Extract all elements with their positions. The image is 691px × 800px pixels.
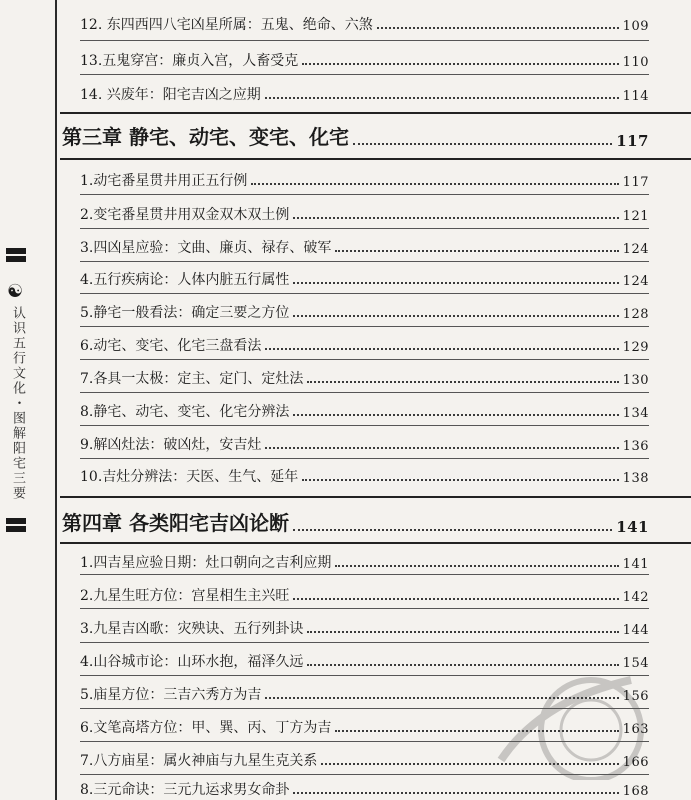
leader-dots (293, 217, 618, 219)
toc-entry[interactable] (80, 579, 649, 605)
toc-entry-title: 12. 东四西四八宅凶星所属：五鬼、绝命、六煞 (80, 17, 373, 33)
toc-entry[interactable] (80, 395, 649, 421)
toc-entry-page: 124 (622, 274, 649, 289)
leader-dots (293, 282, 618, 284)
toc-entry-page: 114 (622, 89, 649, 104)
toc-entry-page: 109 (622, 19, 649, 34)
divider (80, 194, 649, 195)
leader-dots (307, 664, 618, 666)
toc-entry-title: 3.九星吉凶歌：灾殃诀、五行列卦诀 (80, 621, 304, 637)
leader-dots (302, 63, 618, 65)
divider (80, 326, 649, 327)
toc-entry[interactable] (80, 612, 649, 638)
leader-dots (265, 348, 618, 350)
toc-entry-title: 3.四凶星应验：文曲、廉贞、禄存、破军 (80, 240, 332, 256)
divider (80, 293, 649, 294)
leader-dots (265, 697, 618, 699)
toc-entry[interactable] (80, 773, 649, 799)
divider (80, 708, 649, 709)
spine-bar-top (6, 248, 26, 262)
toc-entry-page: 124 (622, 242, 649, 257)
divider (80, 642, 649, 643)
toc-entry[interactable] (80, 8, 649, 34)
chapter-heading[interactable] (62, 124, 649, 150)
divider (80, 675, 649, 676)
toc-entry-title: 6.动宅、变宅、化宅三盘看法 (80, 338, 262, 354)
toc-entry-title: 6.文笔高塔方位：甲、巽、丙、丁方为吉 (80, 720, 332, 736)
toc-entry[interactable] (80, 231, 649, 257)
divider (80, 40, 649, 41)
leader-dots (293, 414, 618, 416)
leader-dots (353, 143, 612, 145)
toc-entry[interactable] (80, 329, 649, 355)
toc-entry[interactable] (80, 44, 649, 70)
divider (80, 741, 649, 742)
toc-entry[interactable] (80, 460, 649, 486)
toc-entry-page: 168 (622, 784, 649, 799)
leader-dots (335, 730, 618, 732)
leader-dots (293, 529, 612, 531)
toc-entry-title: 13.五鬼穿宫：廉贞入宫，人畜受克 (80, 53, 299, 69)
toc-entry[interactable] (80, 428, 649, 454)
toc-entry[interactable] (80, 263, 649, 289)
toc-entry-title: 5.静宅一般看法：确定三要之方位 (80, 305, 290, 321)
toc-entry[interactable] (80, 164, 649, 190)
toc-entry-title: 2.九星生旺方位：宫星相生主兴旺 (80, 588, 290, 604)
spine-bar-bottom (6, 518, 26, 532)
divider (80, 425, 649, 426)
toc-entry-page: 144 (622, 623, 649, 638)
toc-entry-page: 110 (622, 55, 649, 70)
toc-entry[interactable] (80, 296, 649, 322)
chapter-heading[interactable] (62, 510, 649, 536)
leader-dots (335, 565, 618, 567)
leader-dots (293, 315, 618, 317)
chapter-title: 第三章 静宅、动宅、变宅、化宅 (62, 125, 349, 149)
toc-entry-page: 121 (622, 209, 649, 224)
leader-dots (293, 598, 618, 600)
toc-entry-title: 10.吉灶分辨法：天医、生气、延年 (80, 469, 299, 485)
toc-entry-page: 166 (622, 755, 649, 770)
toc-entry-title: 8.静宅、动宅、变宅、化宅分辨法 (80, 404, 290, 420)
chapter-title: 第四章 各类阳宅吉凶论断 (62, 511, 289, 535)
divider (80, 392, 649, 393)
toc-entry-page: 154 (622, 656, 649, 671)
toc-entry-title: 4.五行疾病论：人体内脏五行属性 (80, 272, 290, 288)
toc-entry-title: 8.三元命诀：三元九运求男女命卦 (80, 782, 290, 798)
leader-dots (307, 381, 618, 383)
book-spine (0, 0, 40, 800)
divider (80, 458, 649, 459)
toc-entry-title: 1.动宅番星贯井用正五行例 (80, 173, 248, 189)
toc-entry-title: 2.变宅番星贯井用双金双木双土例 (80, 207, 290, 223)
toc-entry[interactable] (80, 711, 649, 737)
toc-entry-page: 136 (622, 439, 649, 454)
toc-entry[interactable] (80, 744, 649, 770)
toc-entry-page: 141 (622, 557, 649, 572)
toc-entry-page: 134 (622, 406, 649, 421)
leader-dots (307, 631, 618, 633)
divider (80, 359, 649, 360)
toc-entry-title: 7.各具一太极：定主、定门、定灶法 (80, 371, 304, 387)
leader-dots (302, 479, 618, 481)
toc-entry-page: 142 (622, 590, 649, 605)
toc-entry-page: 138 (622, 471, 649, 486)
toc-entry-title: 5.庙星方位：三吉六秀方为吉 (80, 687, 262, 703)
toc-entry[interactable] (80, 546, 649, 572)
toc-entry[interactable] (80, 198, 649, 224)
toc-entry[interactable] (80, 678, 649, 704)
divider (60, 112, 691, 114)
toc-entry-title: 7.八方庙星：属火神庙与九星生克关系 (80, 753, 318, 769)
chapter-page: 141 (616, 518, 649, 536)
leader-dots (251, 183, 618, 185)
leader-dots (265, 97, 619, 99)
page-rule (55, 0, 57, 800)
toc-entry[interactable] (80, 645, 649, 671)
toc-entry-page: 129 (622, 340, 649, 355)
toc-entry-page: 130 (622, 373, 649, 388)
leader-dots (335, 250, 618, 252)
divider (60, 542, 691, 544)
divider (80, 608, 649, 609)
divider (60, 158, 691, 160)
toc-entry-title: 1.四吉星应验日期：灶口朝向之吉利应期 (80, 555, 332, 571)
toc-entry-title: 4.山谷城市论：山环水抱，福泽久远 (80, 654, 304, 670)
leader-dots (321, 763, 618, 765)
divider (80, 574, 649, 575)
divider (80, 74, 649, 75)
yin-yang-icon: ☯ (7, 281, 24, 302)
toc-entry[interactable] (80, 362, 649, 388)
toc-entry-title: 14. 兴废年：阳宅吉凶之应期 (80, 87, 261, 103)
toc-entry-title: 9.解凶灶法：破凶灶，安吉灶 (80, 437, 262, 453)
divider (80, 261, 649, 262)
toc-entry-page: 163 (622, 722, 649, 737)
leader-dots (377, 27, 619, 29)
divider (80, 228, 649, 229)
toc-entry-page: 156 (622, 689, 649, 704)
toc-entry-page: 117 (622, 175, 649, 190)
chapter-page: 117 (616, 132, 649, 150)
spine-book-title: 认识五行文化・图解阳宅三要 (10, 306, 25, 501)
toc-entry-page: 128 (622, 307, 649, 322)
toc-entry[interactable] (80, 78, 649, 104)
leader-dots (265, 447, 618, 449)
leader-dots (293, 792, 618, 794)
divider (60, 496, 691, 498)
